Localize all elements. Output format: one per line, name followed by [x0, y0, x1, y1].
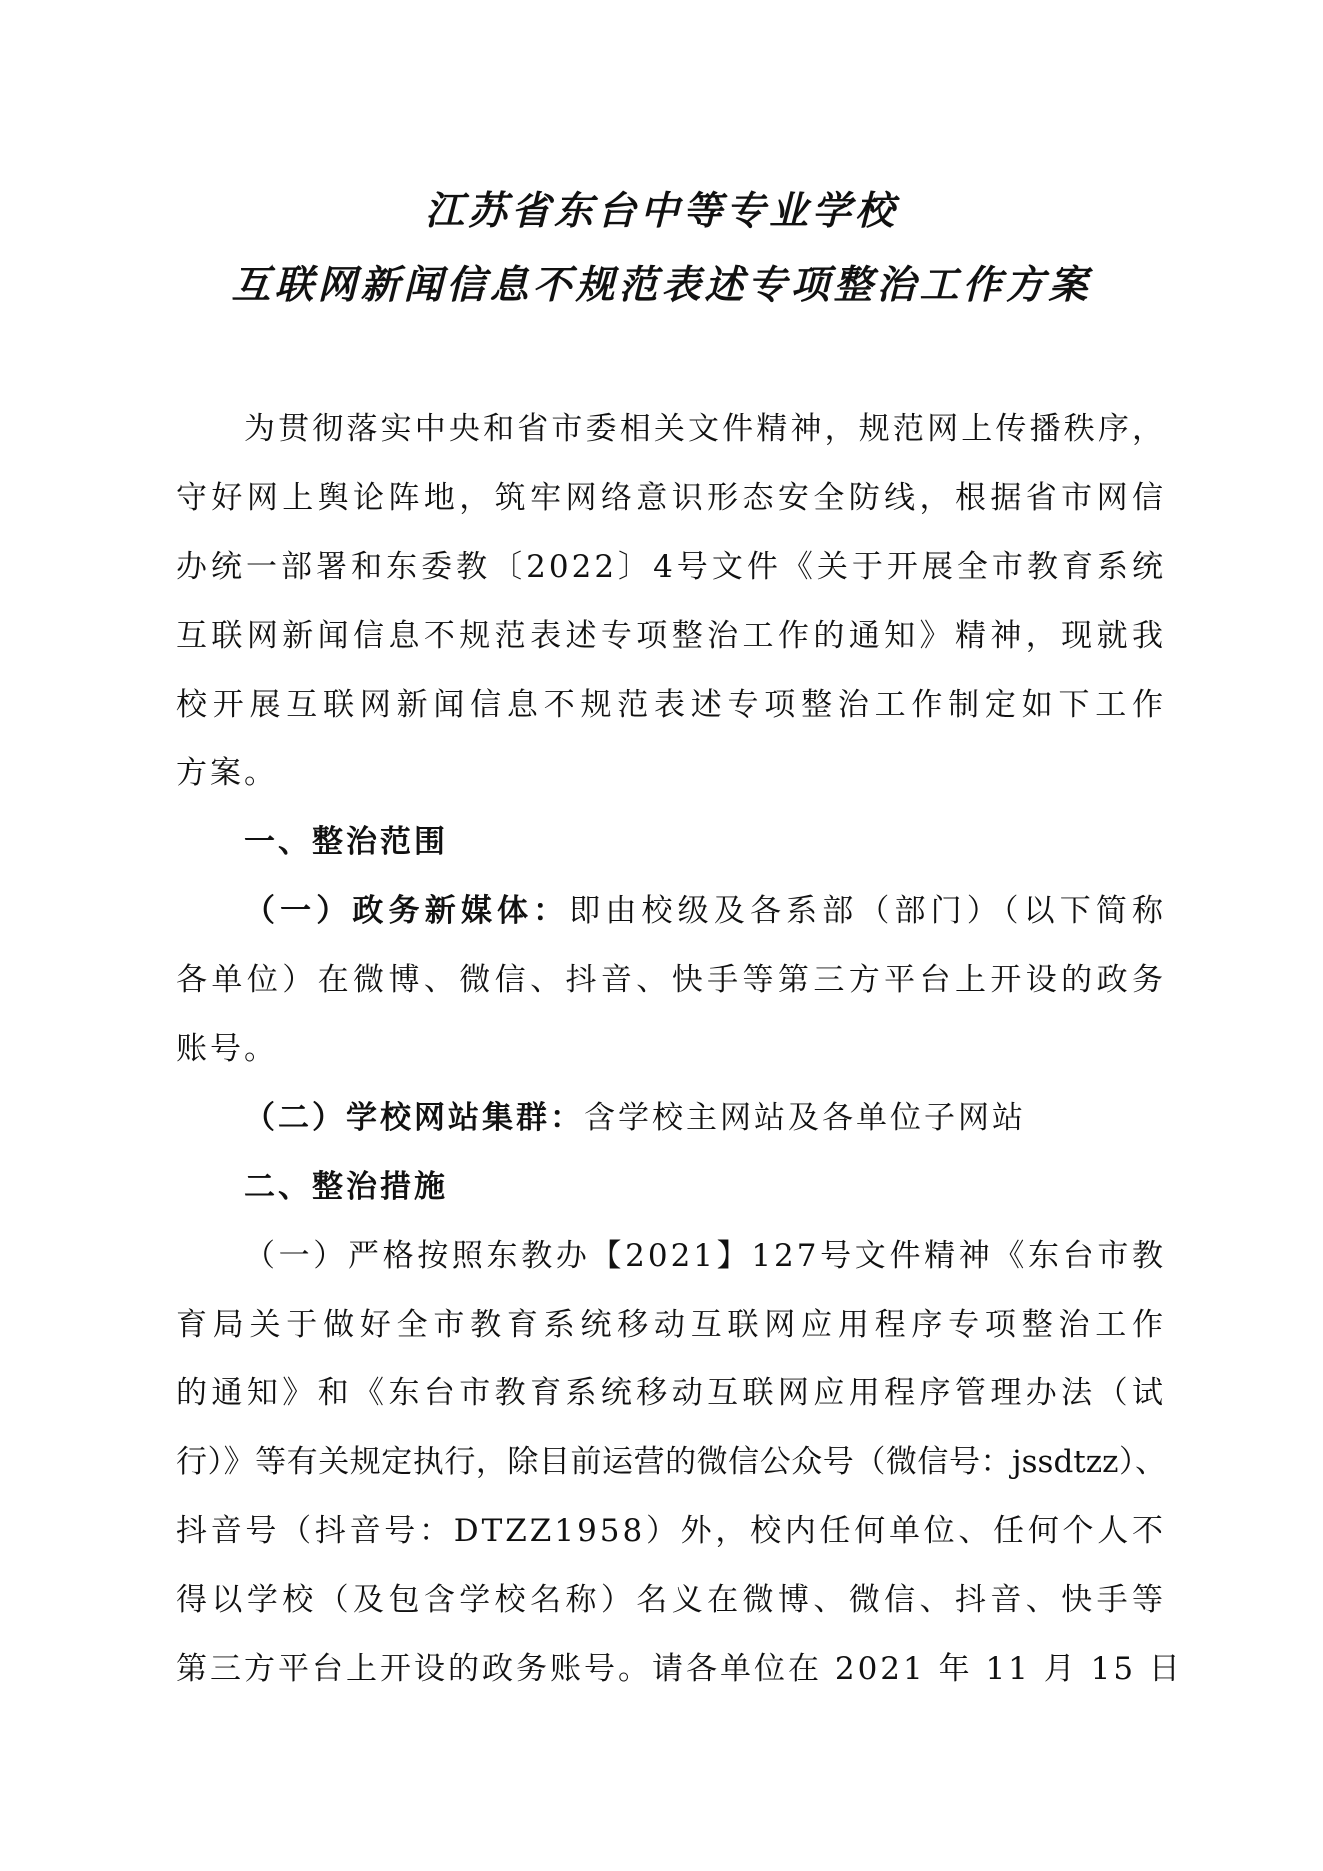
measure-line: 第三方平台上开设的政务账号。请各单位在 2021 年 11 月 15 日 [176, 1651, 1183, 1688]
intro-line: 校开展互联网新闻信息不规范表述专项整治工作制定如下工作 [176, 686, 1166, 723]
document-title-line1: 江苏省东台中等专业学校 [424, 188, 898, 234]
scope-item-line: 各单位）在微博、微信、抖音、快手等第三方平台上开设的政务 [176, 962, 1166, 999]
intro-line: 互联网新闻信息不规范表述专项整治工作的通知》精神，现就我 [176, 617, 1166, 654]
measure-line: （一）严格按照东教办【2021】127号文件精神《东台市教 [244, 1237, 1166, 1274]
document-body [176, 395, 1183, 1704]
measure-line: 行）》等有关规定执行，除目前运营的微信公众号（微信号：jssdtzz）、 [176, 1444, 1166, 1481]
intro-line: 方案。 [176, 755, 278, 792]
scope-item-label: （一）政务新媒体： [244, 893, 570, 930]
scope-item-1 [176, 877, 1166, 946]
document-title-line2: 互联网新闻信息不规范表述专项整治工作方案 [231, 262, 1092, 308]
section-heading: 二、整治措施 [244, 1168, 448, 1205]
section-heading: 一、整治范围 [244, 824, 448, 861]
scope-item-label: （二）学校网站集群： [244, 1099, 584, 1136]
intro-line: 守好网上舆论阵地，筑牢网络意识形态安全防线，根据省市网信 [176, 479, 1166, 516]
intro-line: 为贯彻落实中央和省市委相关文件精神，规范网上传播秩序， [244, 411, 1166, 447]
measure-line: 得以学校（及包含学校名称）名义在微博、微信、抖音、快手等 [176, 1582, 1166, 1619]
intro-line: 办统一部署和东委教〔2022〕4号文件《关于开展全市教育系统 [176, 548, 1166, 585]
scope-item-2 [176, 1084, 1166, 1153]
measure-line: 抖音号（抖音号：DTZZ1958）外，校内任何单位、任何个人不 [176, 1513, 1166, 1550]
scope-item-text: 含学校主网站及各单位子网站 [584, 1099, 1026, 1136]
measure-line: 的通知》和《东台市教育系统移动互联网应用程序管理办法（试 [176, 1375, 1166, 1412]
measure-line: 育局关于做好全市教育系统移动互联网应用程序专项整治工作 [176, 1306, 1166, 1343]
scope-item-line: 账号。 [176, 1031, 278, 1068]
scope-item-text: 即由校级及各系部（部门）（以下简称 [569, 893, 1167, 930]
